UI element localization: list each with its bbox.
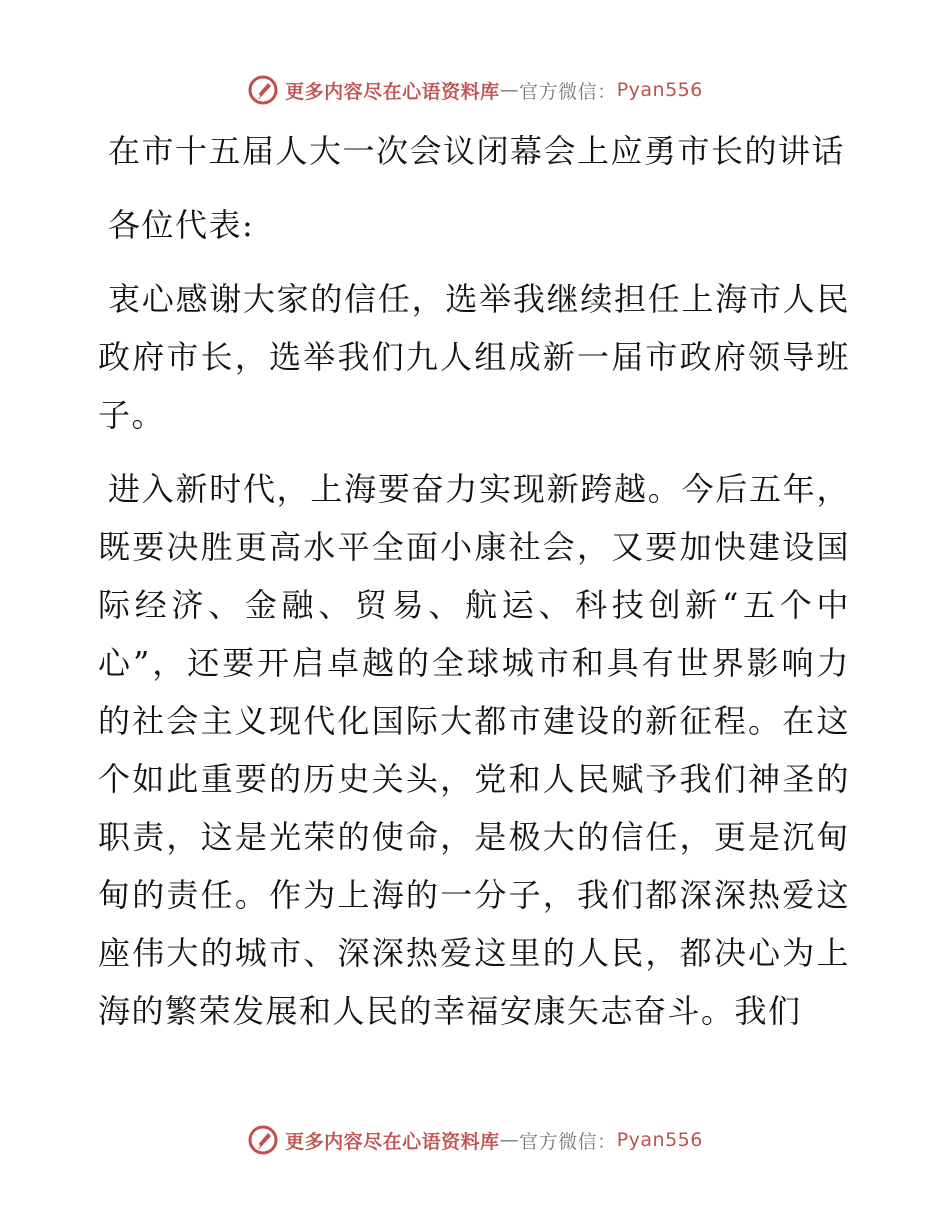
pen-nib-logo-icon xyxy=(247,1124,279,1156)
banner-wechat-id: Pyan556 xyxy=(616,79,703,101)
banner-wechat-id: Pyan556 xyxy=(616,1129,703,1151)
paragraph-1: 衷心感谢大家的信任，选举我继续担任上海市人民政府市长，选举我们九人组成新一届市政府领导班子。 xyxy=(98,280,850,434)
document-title: 在市十五届人大一次会议闭幕会上应勇市长的讲话 xyxy=(108,132,846,170)
header-banner xyxy=(0,72,950,108)
document-body xyxy=(98,122,850,1056)
salutation: 各位代表: xyxy=(108,206,255,244)
banner-separator: — xyxy=(499,1129,520,1151)
pen-nib-logo-icon xyxy=(247,74,279,106)
paragraph-2: 进入新时代，上海要奋力实现新跨越。今后五年，既要决胜更高水平全面小康社会，又要加快建设国际经济、金融、贸易、航运、科技创新“五个中心”，还要开启卓越的全球城市和具有世界影响力的社会主义现代化国际大都市建设的新征程。在这个如此重要的历史关头，党和人民赋予我们神圣的职责，这是光荣的使命，是极大的信任，更是沉甸甸的责任。作为上海的一分子，我们都深深热爱这座伟大的城市、深深热爱这里的人民，都决心为上海的繁荣发展和人民的幸福安康矢志奋斗。我们 xyxy=(98,470,850,1030)
banner-brand-text: 更多内容尽在心语资料库 xyxy=(285,80,500,103)
banner-brand-text: 更多内容尽在心语资料库 xyxy=(285,1130,500,1153)
banner-wechat-label: 官方微信： xyxy=(519,1130,617,1153)
banner-separator: — xyxy=(499,79,520,101)
banner-wechat-label: 官方微信： xyxy=(519,80,617,103)
footer-banner xyxy=(0,1122,950,1158)
